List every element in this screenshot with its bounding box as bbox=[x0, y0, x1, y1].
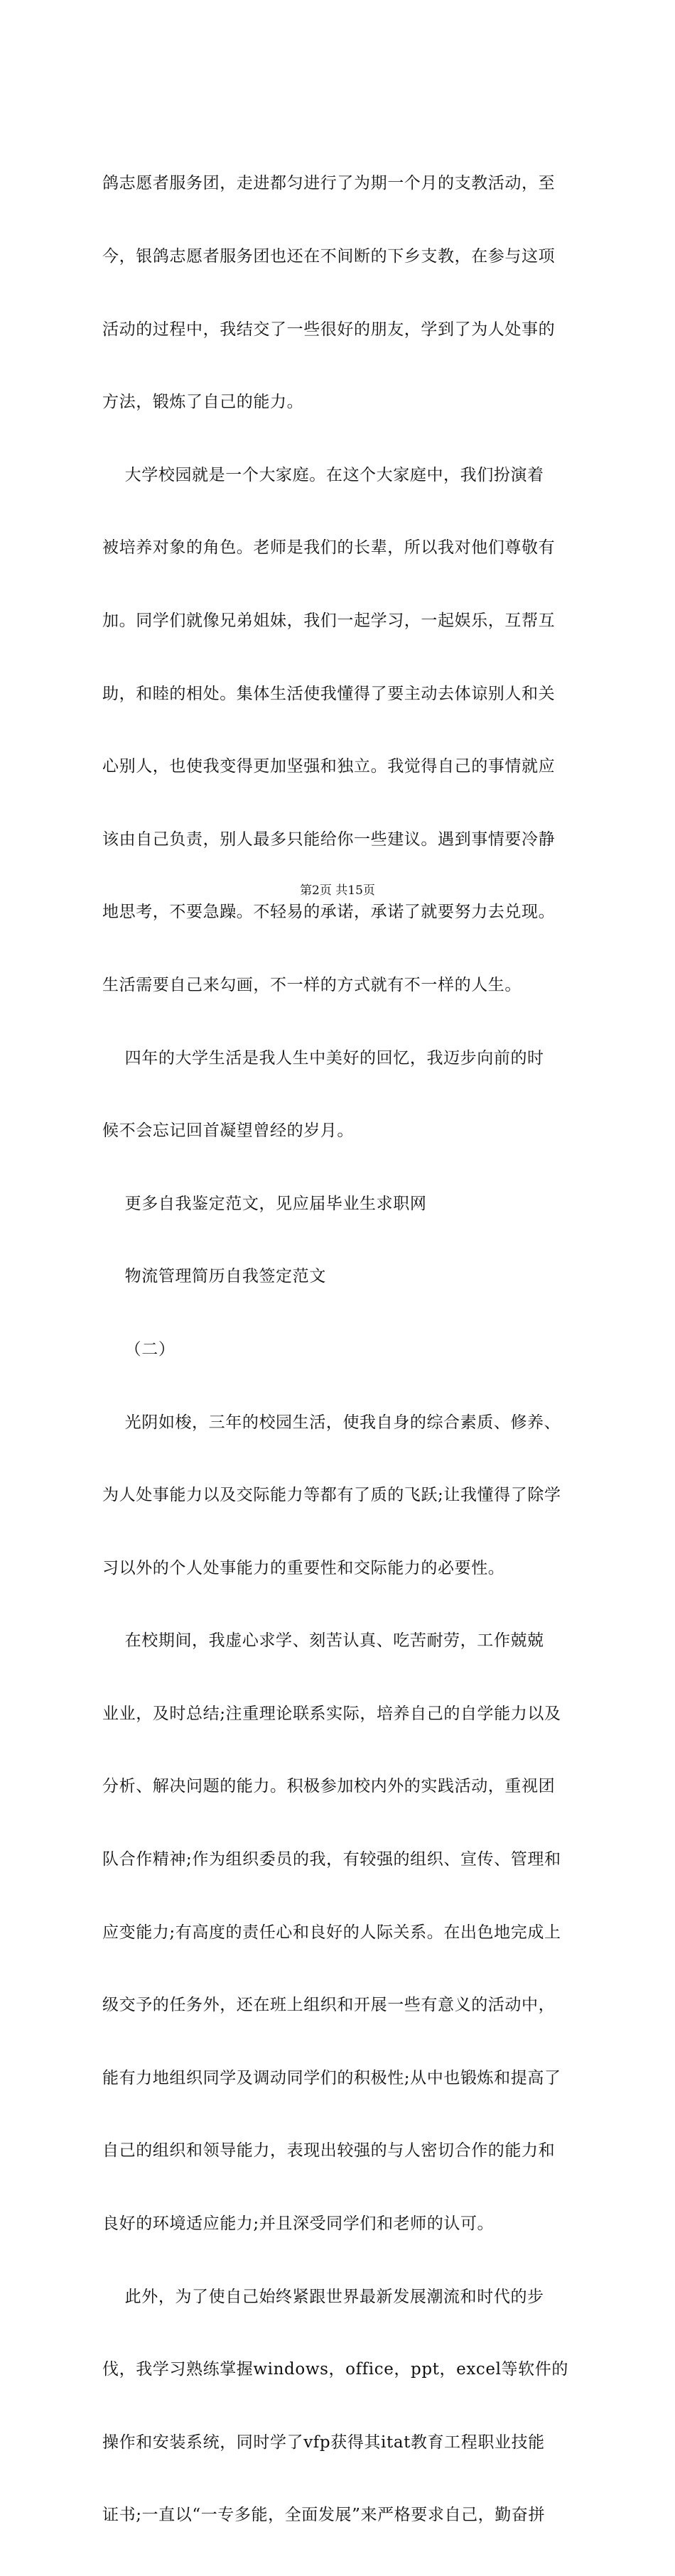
text-line: 生活需要自己来勾画，不一样的方式就有不一样的人生。 bbox=[102, 975, 522, 994]
text-line: 操作和安装系统，同时学了vfp获得其itat教育工程职业技能 bbox=[102, 2433, 545, 2452]
text-line: 业业，及时总结;注重理论联系实际，培养自己的自学能力以及 bbox=[102, 1704, 561, 1723]
text-line: 为人处事能力以及交际能力等都有了质的飞跃;让我懂得了除学 bbox=[102, 1486, 561, 1505]
text-line: 被培养对象的角色。老师是我们的长辈，所以我对他们尊敬有 bbox=[102, 538, 556, 558]
text-line: 证书;一直以“一专多能，全面发展”来严格要求自己，勤奋拼 bbox=[102, 2506, 546, 2525]
text-line: 该由自己负责，别人最多只能给你一些建议。遇到事情要冷静 bbox=[102, 830, 556, 849]
text-line: 分析、解决问题的能力。积极参加校内外的实践活动，重视团 bbox=[102, 1777, 556, 1796]
text-line: 心别人，也使我变得更加坚强和独立。我觉得自己的事情就应 bbox=[102, 757, 556, 776]
text-line: 应变能力;有高度的责任心和良好的人际关系。在出色地完成上 bbox=[102, 1923, 561, 1942]
text-line: 助，和睦的相处。集体生活使我懂得了要主动去体谅别人和关 bbox=[102, 684, 556, 703]
text-line: 地思考，不要急躁。不轻易的承诺，承诺了就要努力去兑现。 bbox=[102, 903, 556, 922]
text-line: 今，银鸽志愿者服务团也还在不间断的下乡支教，在参与这项 bbox=[102, 247, 556, 266]
text-line: 能有力地组织同学及调动同学们的积极性;从中也锻炼和提高了 bbox=[102, 2068, 561, 2087]
text-line: 加。同学们就像兄弟姐妹，我们一起学习，一起娱乐，互帮互 bbox=[102, 611, 556, 630]
document-body bbox=[102, 123, 593, 2576]
text-line: 物流管理简历自我签定范文 bbox=[102, 1267, 326, 1286]
text-line: 在校期间，我虚心求学、刻苦认真、吃苦耐劳，工作兢兢 bbox=[102, 1631, 544, 1651]
text-line: 大学校园就是一个大家庭。在这个大家庭中，我们扮演着 bbox=[102, 465, 544, 484]
text-line: 方法，锻炼了自己的能力。 bbox=[102, 393, 304, 412]
text-line: 候不会忘记回首凝望曾经的岁月。 bbox=[102, 1121, 354, 1141]
page-number-footer: 第2页 共15页 bbox=[300, 884, 375, 898]
text-line: （二） bbox=[102, 1339, 176, 1359]
text-line: 光阴如梭，三年的校园生活，使我自身的综合素质、修养、 bbox=[102, 1413, 561, 1432]
text-line: 良好的环境适应能力;并且深受同学们和老师的认可。 bbox=[102, 2214, 495, 2234]
text-line: 习以外的个人处事能力的重要性和交际能力的必要性。 bbox=[102, 1558, 505, 1577]
text-line: 更多自我鉴定范文，见应届毕业生求职网 bbox=[102, 1194, 427, 1213]
text-line: 伐，我学习熟练掌握windows，office，ppt，excel等软件的 bbox=[102, 2360, 568, 2379]
text-line: 自己的组织和领导能力，表现出较强的与人密切合作的能力和 bbox=[102, 2141, 556, 2161]
text-line: 队合作精神;作为组织委员的我，有较强的组织、宣传、管理和 bbox=[102, 1850, 561, 1869]
text-line: 级交予的任务外，还在班上组织和开展一些有意义的活动中， bbox=[102, 1996, 556, 2015]
text-line: 活动的过程中，我结交了一些很好的朋友，学到了为人处事的 bbox=[102, 320, 556, 339]
text-line: 此外，为了使自己始终紧跟世界最新发展潮流和时代的步 bbox=[102, 2287, 544, 2306]
text-line: 鸽志愿者服务团，走进都匀进行了为期一个月的支教活动，至 bbox=[102, 174, 556, 193]
text-line: 四年的大学生活是我人生中美好的回忆，我迈步向前的时 bbox=[102, 1048, 544, 1067]
